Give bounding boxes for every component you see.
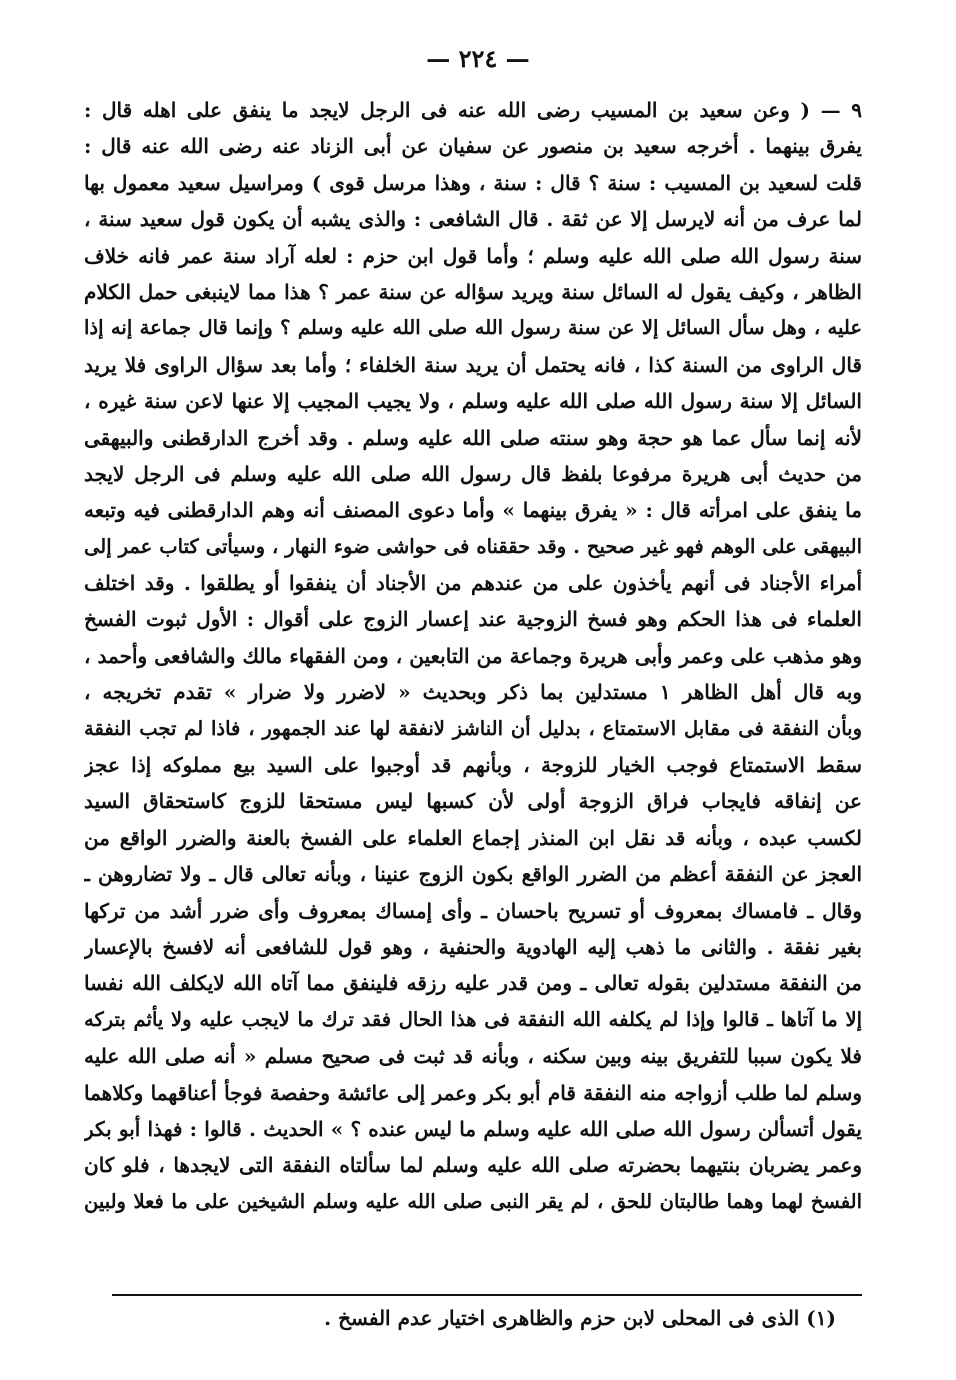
text-line: من حديث أبى هريرة مرفوعا بلفظ قال رسول الله صلى الله عليه وسلم فى الرجل لايجد [84,461,862,486]
text-line: إلا ما آتاها ـ قالوا وإذا لم يكلفه الله النفقة فى هذا الحال فقد ترك ما لايجب عليه ولا يأثم بتركه [84,1007,862,1031]
text-line: سقط الاستمتاع فوجب الخيار للزوجة ، وبأنهم قد أوجبوا على السيد بيع مملوكه إذا عجز [84,753,862,778]
text-line: عليه ، وهل سأل السائل إلا عن سنة رسول الله صلى الله عليه وسلم ؟ وإنما قال جماعة إنه إذا [84,316,862,340]
text-line: الظاهر ، وكيف يقول له السائل سنة ويريد سؤاله عن سنة عمر ؟ هذا مما لاينبغى حمل الكلام [84,279,862,304]
text-line: عن إنفاقه فايجاب فراق الزوجة أولى لأن كسبها ليس مستحقا للزوج كاستحقاق السيد [84,789,862,814]
text-line: وعمر يضربان بنتيهما بحضرته صلى الله عليه وسلم لما سألتاه النفقة التى لايجدها ، فلو كان [84,1153,862,1178]
text-line: وسلم لما طلب أزواجه منه النفقة قام أبو بكر وعمر إلى عائشة وحفصة فوجأ أعناقهما وكلاهما [84,1080,862,1105]
text-line: بغير نفقة . والثانى ما ذهب إليه الهادوية والحنفية ، وهو قول للشافعى أنه لافسخ بالإعسار [84,934,862,959]
text-line: من النفقة مستدلين بقوله تعالى ـ ومن قدر عليه رزقه فلينفق مما آتاه الله لايكلف الله نفسا [84,971,862,996]
footnote: (١) الذى فى المحلى لابن حزم والظاهرى اختيار عدم الفسخ . [324,1306,836,1330]
text-line: يفرق بينهما . أخرجه سعيد بن منصور عن سفيان عن أبى الزناد عنه رضى الله عنه قال : [84,134,862,159]
text-line: العلماء فى هذا الحكم وهو فسخ الزوجية عند إعسار الزوج على أقوال : الأول ثبوت الفسخ [84,607,862,632]
footnote-separator [112,1294,862,1296]
text-line: لما عرف من أنه لايرسل إلا عن ثقة . قال الشافعى : والذى يشبه أن يكون قول سعيد سنة ، [84,207,862,232]
text-line: الفسخ لهما وهما طالبتان للحق ، لم يقر النبى صلى الله عليه وسلم الشيخين على ما فعلا ولبين [84,1189,862,1213]
text-line: قال الراوى من السنة كذا ، فانه يحتمل أن يريد سنة الخلفاء ؛ وأما بعد سؤال الراوى فلا يريد [84,352,862,377]
text-line: وبه قال أهل الظاهر ١ مستدلين بما ذكر وبحديث « لاضرر ولا ضرار » تقدم تخريجه ، [84,680,862,705]
text-line: لكسب عبده ، وبأنه قد نقل ابن المنذر إجماع العلماء على الفسخ بالعنة والضرر الواقع من [84,825,862,850]
text-line: وبأن النفقة فى مقابل الاستمتاع ، بدليل أن الناشز لانفقة لها عند الجمهور ، فاذا لم تجب النفقة [84,716,862,740]
text-line: ٩ — ( وعن سعيد بن المسيب رضى الله عنه فى الرجل لايجد ما ينفق على اهله قال : [84,98,862,122]
text-line: فلا يكون سببا للتفريق بينه وبين سكنه ، وبأنه قد ثبت فى صحيح مسلم « أنه صلى الله عليه [84,1044,862,1069]
text-line: قلت لسعيد بن المسيب : سنة ؟ قال : سنة ، وهذا مرسل قوى ) ومراسيل سعيد معمول بها [84,170,862,195]
text-line: لأنه إنما سأل عما هو حجة وهو سنته صلى الله عليه وسلم . وقد أخرج الدارقطنى والبيهقى [84,425,862,450]
text-line: السائل إلا سنة رسول الله صلى الله عليه وسلم ، ولا يجيب المجيب إلا عنها لاعن سنة غيره ، [84,389,862,414]
text-line: ما ينفق على امرأته قال : « يفرق بينهما » وأما دعوى المصنف أنه وهم الدارقطنى فيه وتبعه [84,498,862,523]
text-line: وهو مذهب على وعمر وأبى هريرة وجماعة من التابعين ، ومن الفقهاء مالك والشافعى وأحمد ، [84,643,862,668]
text-line: البيهقى على الوهم فهو غير صحيح . وقد حققناه فى حواشى ضوء النهار ، وسيأتى كتاب عمر إلى [84,534,862,558]
text-line: أمراء الأجناد فى أنهم يأخذون على من عندهم من الأجناد أن ينفقوا أو يطلقوا . وقد اختلف [84,571,862,596]
text-line: سنة رسول الله صلى الله عليه وسلم ؛ وأما قول ابن حزم : لعله آراد سنة عمر فانه خلاف [84,243,862,268]
text-line: وقال ـ فامساك بمعروف أو تسريح باحسان ـ وأى إمساك بمعروف وأى ضرر أشد من تركها [84,898,862,923]
page-number: — ٢٢٤ — [426,44,530,73]
text-line: العجز عن النفقة أعظم من الضرر الواقع بكون الزوج عنينا ، وبأنه تعالى قال ـ ولا تضاروهن ـ [84,862,862,887]
body-text [84,92,862,1220]
text-line: يقول أتسألن رسول الله صلى الله عليه وسلم ما ليس عنده ؟ » الحديث . قالوا : فهذا أبو بكر [84,1116,862,1141]
